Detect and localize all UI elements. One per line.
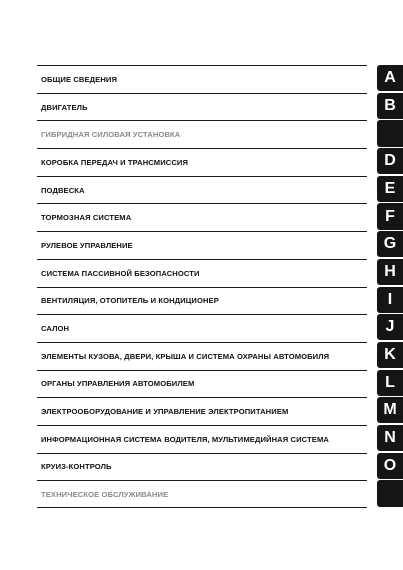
section-tab[interactable]	[377, 370, 403, 396]
toc-row[interactable]	[37, 231, 367, 259]
table-of-contents	[37, 65, 367, 508]
section-tab-letter: D	[384, 152, 396, 170]
section-tab[interactable]	[377, 342, 403, 368]
section-tab-letter: O	[383, 456, 397, 474]
toc-row[interactable]	[37, 370, 367, 398]
section-tab[interactable]	[377, 65, 403, 91]
section-tab-letter: M	[383, 401, 397, 419]
section-tab-letter: K	[384, 345, 396, 363]
section-tab-letter: A	[384, 69, 396, 87]
toc-row[interactable]	[37, 314, 367, 342]
toc-row[interactable]	[37, 397, 367, 425]
section-tab[interactable]	[377, 453, 403, 479]
section-tab-letter: N	[384, 429, 396, 447]
section-tab[interactable]	[377, 314, 403, 340]
section-tab[interactable]	[377, 176, 403, 202]
section-title: ГИБРИДНАЯ СИЛОВАЯ УСТАНОВКА	[41, 130, 181, 140]
section-title: ТЕХНИЧЕСКОЕ ОБСЛУЖИВАНИЕ	[41, 489, 169, 499]
section-tab[interactable]	[377, 425, 403, 451]
toc-row[interactable]	[37, 93, 367, 121]
section-title: ТОРМОЗНАЯ СИСТЕМА	[41, 213, 132, 223]
section-tab[interactable]	[377, 397, 403, 423]
section-title: ИНФОРМАЦИОННАЯ СИСТЕМА ВОДИТЕЛЯ, МУЛЬТИМЕДИЙНАЯ СИСТЕМА	[41, 434, 329, 444]
section-tab-letter: E	[384, 179, 396, 197]
toc-row[interactable]	[37, 453, 367, 481]
toc-row[interactable]	[37, 148, 367, 176]
section-title: САЛОН	[41, 324, 70, 334]
section-tab[interactable]	[377, 120, 403, 146]
toc-row[interactable]	[37, 287, 367, 315]
section-title: СИСТЕМА ПАССИВНОЙ БЕЗОПАСНОСТИ	[41, 268, 200, 278]
toc-row[interactable]	[37, 480, 367, 508]
section-tab[interactable]	[377, 287, 403, 313]
section-tab[interactable]	[377, 259, 403, 285]
toc-row[interactable]	[37, 65, 367, 93]
section-index-tabs	[377, 65, 403, 508]
section-title: КРУИЗ-КОНТРОЛЬ	[41, 462, 112, 472]
toc-row[interactable]	[37, 120, 367, 148]
section-title: КОРОБКА ПЕРЕДАЧ И ТРАНСМИССИЯ	[41, 157, 189, 167]
section-tab-letter: L	[385, 373, 395, 391]
section-tab[interactable]	[377, 203, 403, 229]
section-title: ОРГАНЫ УПРАВЛЕНИЯ АВТОМОБИЛЕМ	[41, 379, 195, 389]
toc-row[interactable]	[37, 342, 367, 370]
toc-row[interactable]	[37, 425, 367, 453]
section-tab[interactable]	[377, 231, 403, 257]
section-title: ОБЩИЕ СВЕДЕНИЯ	[41, 74, 118, 84]
section-tab[interactable]	[377, 93, 403, 119]
section-tab-letter: J	[385, 318, 395, 336]
section-title: ЭЛЕМЕНТЫ КУЗОВА, ДВЕРИ, КРЫША И СИСТЕМА ОХРАНЫ АВТОМОБИЛЯ	[41, 351, 330, 361]
section-tab-letter: H	[384, 262, 396, 280]
section-title: ДВИГАТЕЛЬ	[41, 102, 88, 112]
section-tab-letter: B	[384, 96, 396, 114]
section-tab[interactable]	[377, 480, 403, 506]
toc-row[interactable]	[37, 176, 367, 204]
section-tab-letter: I	[387, 290, 393, 308]
section-title: ЭЛЕКТРООБОРУДОВАНИЕ И УПРАВЛЕНИЕ ЭЛЕКТРОПИТАНИЕМ	[41, 407, 289, 417]
toc-row[interactable]	[37, 259, 367, 287]
section-tab-letter: G	[383, 235, 397, 253]
section-tab-letter: F	[385, 207, 395, 225]
section-title: РУЛЕВОЕ УПРАВЛЕНИЕ	[41, 240, 133, 250]
section-title: ПОДВЕСКА	[41, 185, 85, 195]
toc-row[interactable]	[37, 203, 367, 231]
section-title: ВЕНТИЛЯЦИЯ, ОТОПИТЕЛЬ И КОНДИЦИОНЕР	[41, 296, 219, 306]
section-tab[interactable]	[377, 148, 403, 174]
